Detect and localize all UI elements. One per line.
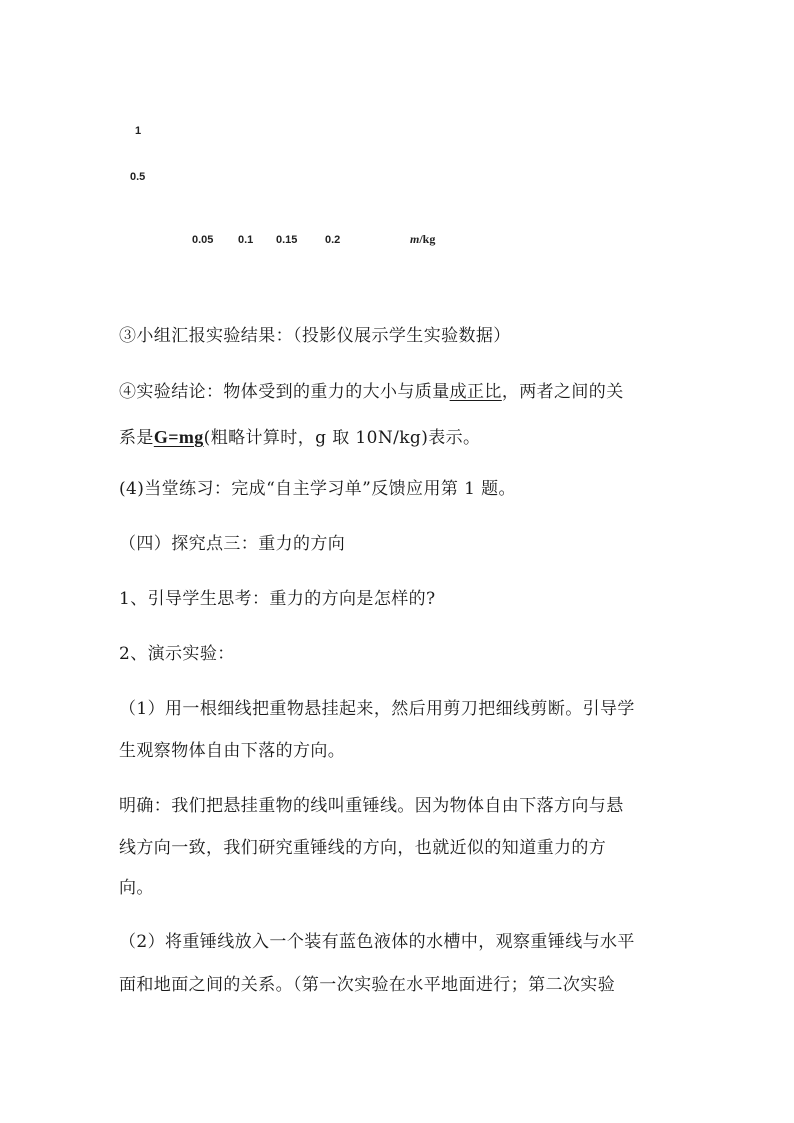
x-tick-label: 0.2: [325, 234, 341, 246]
step-2-line: 2、演示实验：: [119, 644, 235, 664]
clarification-line-1: 明确：我们把悬挂重物的线叫重锤线。因为物体自由下落方向与悬: [119, 796, 624, 816]
experiment-1-line-1: （1）用一根细线把重物悬挂起来，然后用剪刀把细线剪断。引导学: [119, 699, 635, 719]
clarification-line-3: 向。: [119, 878, 154, 898]
clarification-line-2: 线方向一致，我们研究重锤线的方向，也就近似的知道重力的方: [119, 838, 607, 858]
proportional-term: 成正比: [449, 382, 502, 402]
gravity-formula: G=mg: [153, 427, 204, 447]
x-tick-label: 0.05: [192, 234, 214, 246]
step-1-line: 1、引导学生思考：重力的方向是怎样的?: [119, 589, 436, 609]
section-heading: （四）探究点三：重力的方向: [119, 534, 346, 554]
y-tick-label: 1: [135, 125, 142, 137]
conclusion-formula-line: 系是G=mg(粗略计算时，g 取 10N/kg)表示。: [119, 427, 481, 448]
experiment-2-line-2: 面和地面之间的关系。（第一次实验在水平地面进行；第二次实验: [119, 975, 616, 995]
experiment-report-line: ③小组汇报实验结果：（投影仪展示学生实验数据）: [119, 326, 511, 346]
graph-axis-labels: [0, 110, 794, 260]
experiment-2-line-1: （2）将重锤线放入一个装有蓝色液体的水槽中，观察重锤线与水平: [119, 932, 635, 952]
experiment-1-line-2: 生观察物体自由下落的方向。: [119, 741, 346, 761]
practice-line: (4)当堂练习：完成“自主学习单”反馈应用第 1 题。: [119, 479, 516, 499]
conclusion-line: ④实验结论：物体受到的重力的大小与质量成正比，两者之间的关: [119, 382, 624, 402]
x-tick-label: 0.1: [238, 234, 254, 246]
x-axis-label: m/kg: [410, 232, 436, 246]
y-tick-label: 0.5: [130, 171, 146, 183]
x-tick-label: 0.15: [276, 234, 298, 246]
